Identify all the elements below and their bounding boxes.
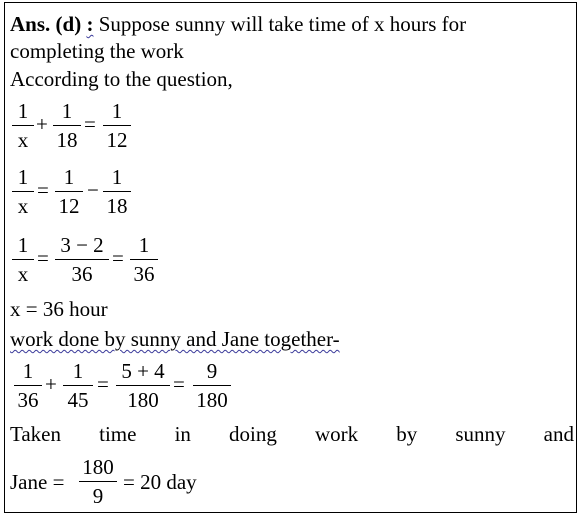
final-result: = 20 day [123, 470, 197, 494]
eq2-fraction-1: 1 x [12, 166, 34, 217]
answer-label: Ans. (d) [10, 12, 82, 36]
eq4-fraction-1: 1 36 [14, 360, 42, 411]
eq1-fraction-1: 1 x [12, 100, 34, 151]
eq3-operator-2: = [112, 246, 124, 270]
eq1-operator-1: + [36, 112, 48, 136]
final-prefix: Jane = [10, 470, 65, 494]
intro-line-3: According to the question, [10, 67, 233, 91]
eq3-fraction-2: 3 − 2 36 [55, 234, 109, 285]
eq2-fraction-3: 1 18 [103, 166, 131, 217]
eq4-fraction-2: 1 45 [63, 360, 93, 411]
answer-colon: : [86, 12, 94, 36]
eq4-fraction-3: 5 + 4 180 [116, 360, 170, 411]
eq2-operator-2: − [87, 178, 99, 202]
eq4-operator-3: = [173, 372, 185, 396]
eq2-operator-1: = [37, 178, 49, 202]
eq1-fraction-3: 1 12 [103, 100, 131, 151]
eq3-operator-1: = [37, 246, 49, 270]
eq4-operator-2: = [97, 372, 109, 396]
together-line: work done by sunny and Jane together- [10, 327, 340, 351]
eq3-fraction-1: 1 x [12, 234, 34, 285]
intro-line-2: completing the work [10, 39, 184, 63]
eq1-fraction-2: 1 18 [53, 100, 81, 151]
taken-line: Taken time in doing work by sunny and [10, 422, 574, 446]
eq4-operator-1: + [45, 372, 57, 396]
eq1-operator-2: = [84, 112, 96, 136]
eq2-fraction-2: 1 12 [55, 166, 83, 217]
eq4-fraction-4: 9 180 [193, 360, 231, 411]
intro-line-1 [10, 12, 466, 36]
eq3-fraction-3: 1 36 [130, 234, 158, 285]
intro-line-1-text: Suppose sunny will take time of x hours for [98, 12, 467, 36]
final-fraction: 180 9 [79, 456, 117, 507]
result-x: x = 36 hour [10, 297, 108, 321]
